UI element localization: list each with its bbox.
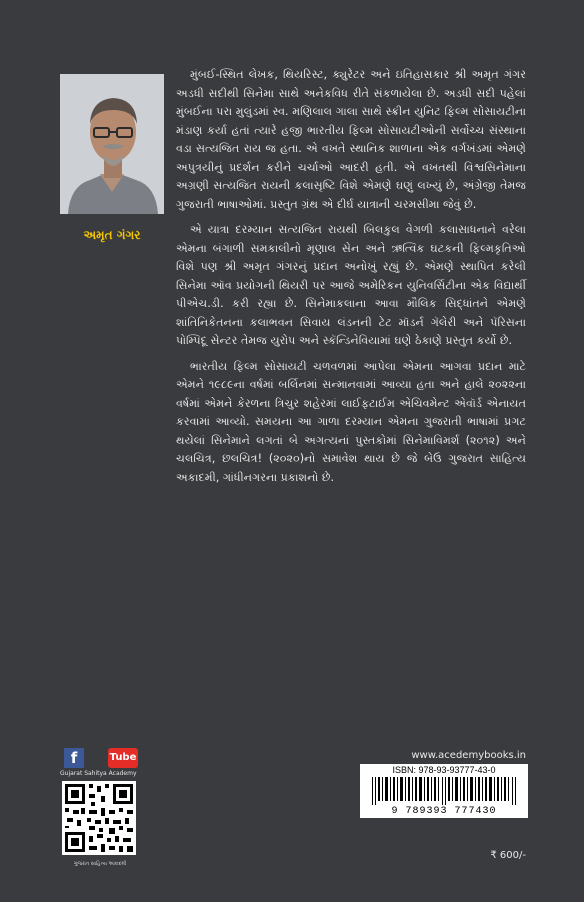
facebook-icon[interactable]: f [64,748,84,768]
qr-caption: ગુજરાત સાહિત્ય અકાદમી [73,861,127,867]
barcode-bars [370,777,520,805]
author-name: અમૃત ગંગર [83,228,141,242]
website-url[interactable]: www.acedemybooks.in [411,750,526,761]
isbn-barcode [360,764,528,818]
academy-label: Gujarat Sahitya Academy [60,770,137,777]
author-photo [60,74,164,214]
blurb-paragraph: એ યાત્રા દરમ્યાન સત્યજિત રાયથી બિલકુલ વેગળી કલાસાધનાને વરેલા એમના બંગાળી સમકાલીનો મૃણાલ સેન અને ઋત્વિક ઘટકની ફિલ્મકૃતિઓ વિશે પણ શ્રી અમૃત ગંગરનું પ્રદાન અનોખું રહ્યું છે. એમણે સ્થાપિત કરેલી સિનેમા ઑવ પ્રયોગની થિયરી પર આજે અમેરિકન યુનિવર્સિટીના એક વિદ્યાર્થી પીએચ.ડી. કરી રહ્યા છે. સિનેમાકલાના આવા મૌલિક સિદ્ધાંતને એમણે શાંતિનિકેતનના કલાભવન સિવાય લંડનની ટેટ મૉડર્ન ગૅલેરી અને પૅરિસના પોમ્પિદૂ સેન્ટર તેમજ યુરોપ અને સ્કૅન્ડિનેવિયામાં ઘણે ઠેકાણે પ્રસ્તુત કર્યો છે. [176,223,526,347]
blurb-paragraph: મુંબઈ-સ્થિત લેખક, થિયરિસ્ટ, ક્યુરેટર અને ઇતિહાસકાર શ્રી અમૃત ગંગર અડધી સદીથી સિનેમા સાથે અનેકવિધ રીતે સંકળાયેલા છે. અડધી સદી પહેલાં મુંબઈના પરા મુલુંડમાં સ્વ. મણિલાલ ગાલા સાથે સ્ક્રીન યુનિટ ફિલ્મ સોસાયટીના મંડાણ કર્યા હતાં ત્યારે હજી ભારતીય ફિલ્મ સોસાયટીઓની સર્વોચ્ચ સંસ્થાના વડા સત્યજિત રાય જ હતા. એ વખતે સ્થાનિક શાળાના એક વર્ગખંડમાં એમણે અપુત્રયીનું પ્રદર્શન કરીને ચર્ચાઓ આદરી હતી. એ વખતથી વિશ્વસિનેમાના અગ્રણી સત્યજિત રાયની કલાસૃષ્ટિ વિશે એમણે ઘણું લખ્યું છે, અંગ્રેજી તેમજ ગુજરાતી ભાષાઓમાં. પ્રસ્તુત ગ્રંથ એ દીર્ઘ યાત્રાની ચરમસીમા જેવું છે. [176,68,526,211]
qr-code[interactable] [62,781,136,855]
price-label: ₹ 600/- [490,850,526,861]
isbn-digits: 9 789393 777430 [391,806,497,817]
blurb-paragraph: ભારતીય ફિલ્મ સોસાયટી ચળવળમાં આપેલા એમના આગવા પ્રદાન માટે એમને ૧૯૮૯ના વર્ષમાં બર્લિનમાં સન્માનવામાં આવ્યા હતા અને હાલે ૨૦૨૨ના વર્ષમાં એમને કેરળના ત્રિચુર શહેરમાં લાઈફટાઈમ એચિવમેન્ટ એવૉર્ડ એનાયત કરવામાં આવ્યો. સમયના આ ગાળા દરમ્યાન એમના ગુજરાતી ભાષામાં પ્રગટ થયેલાં સિનેમાને લગતાં બે અગત્યનાં પુસ્તકોમાં સિનેમાવિમર્શ (૨૦૧૨) અને ચલચિત્ર, છલચિત્ર! (૨૦૨૦)નો સમાવેશ થાય છે જે બેઉ ગુજરાત સાહિત્ય અકાદમી, ગાંધીનગરના પ્રકાશનો છે. [176,359,526,484]
blurb-text [176,66,526,494]
youtube-icon[interactable]: Tube [108,748,138,768]
isbn-label: ISBN: 978-93-93777-43-0 [392,765,496,775]
